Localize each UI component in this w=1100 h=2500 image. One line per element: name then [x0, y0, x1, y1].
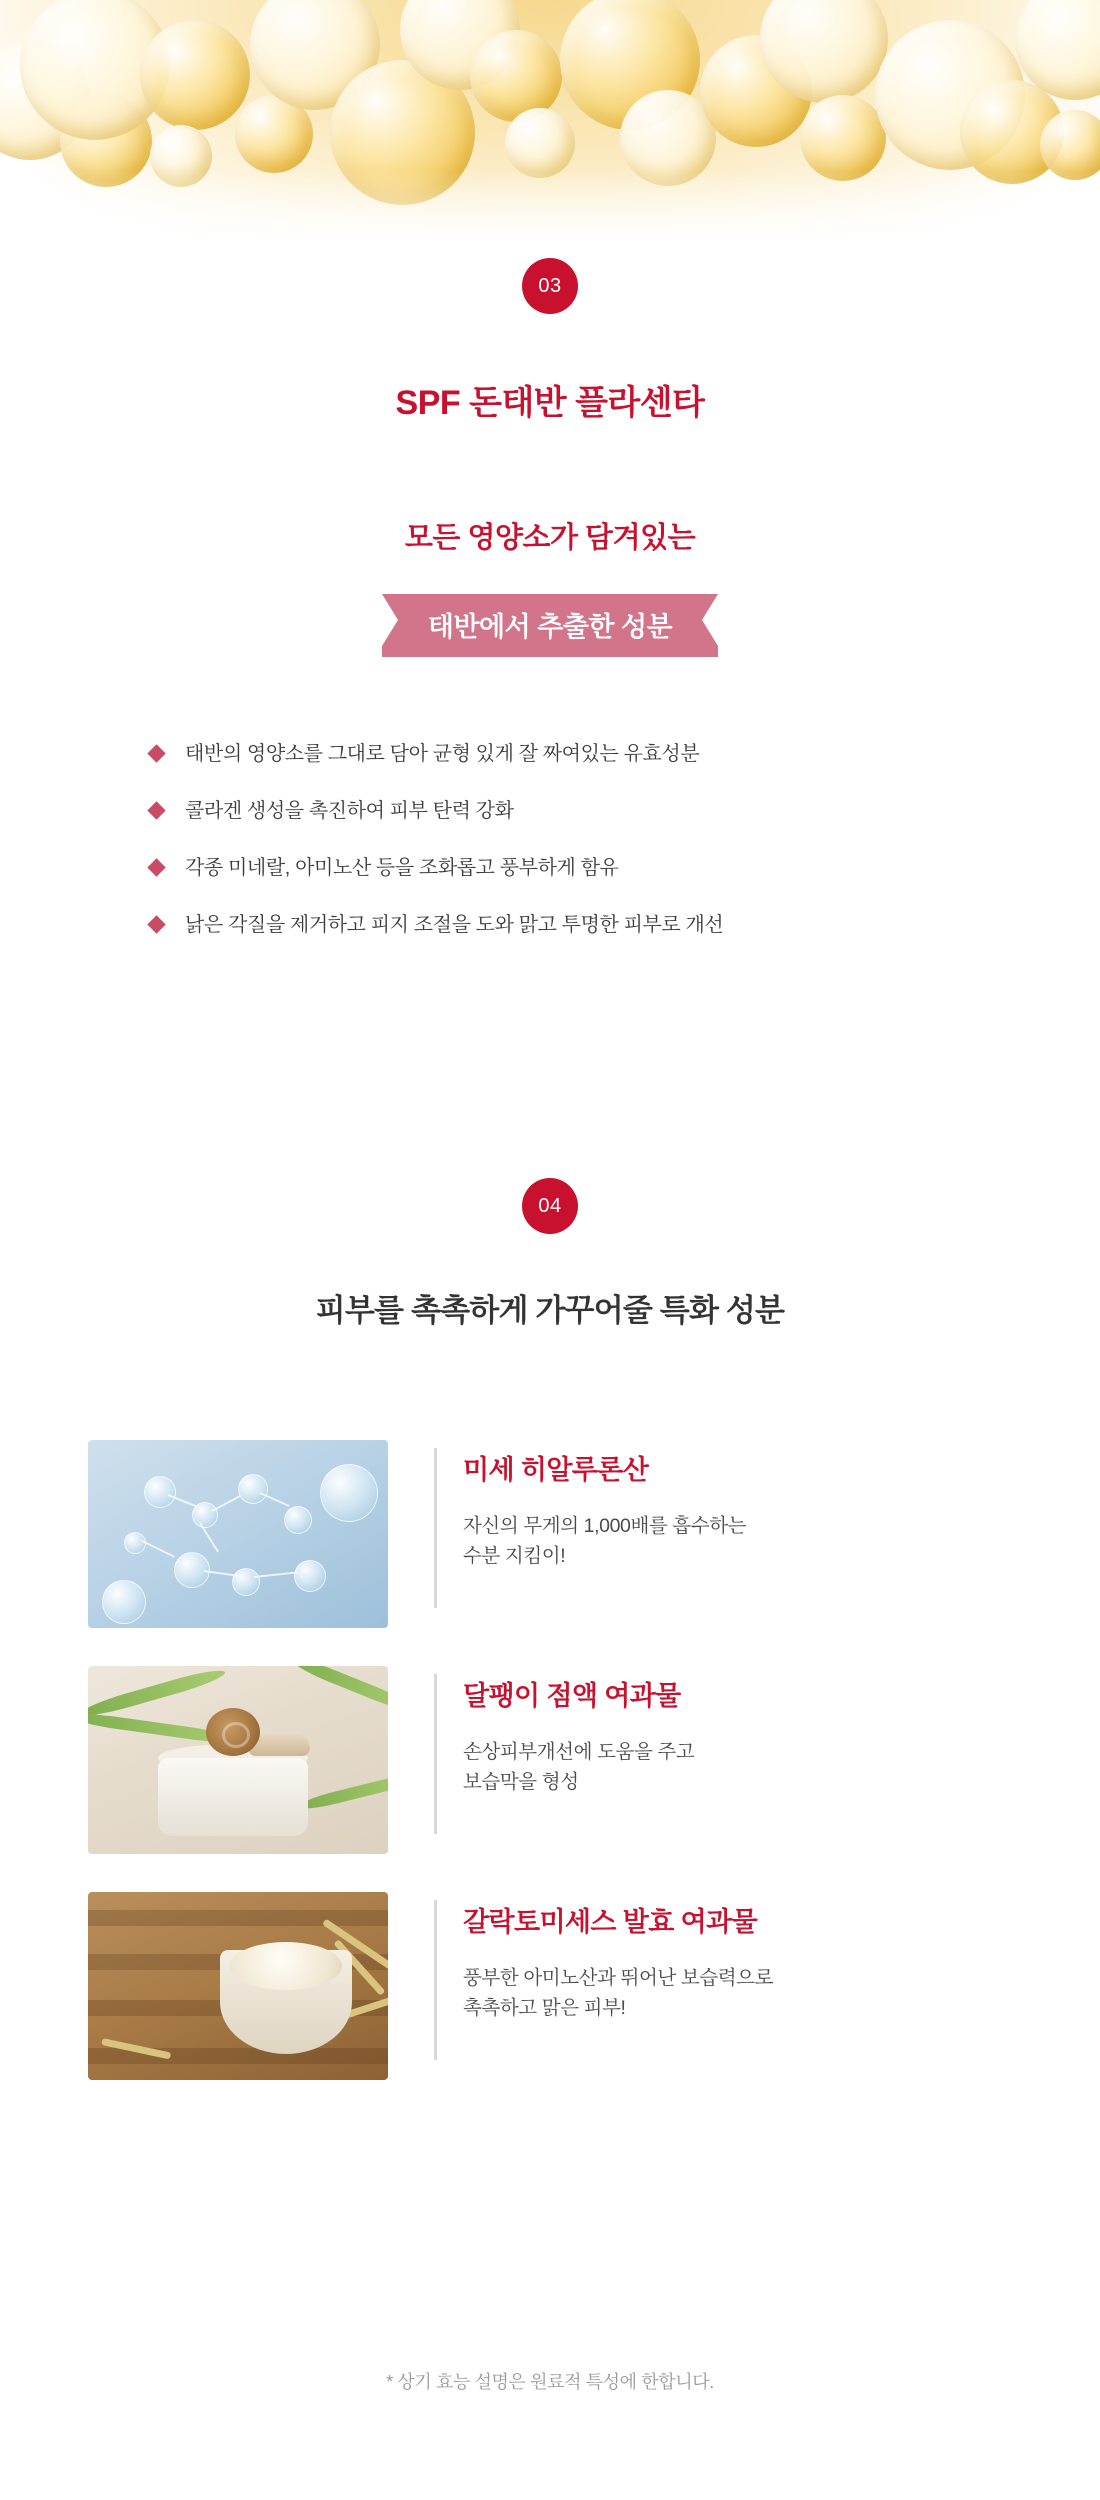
- hyaluronic-molecule-photo: [88, 1440, 388, 1628]
- ingredient-item-galactomyces: [88, 1892, 1018, 2080]
- ingredient-description-line: 자신의 무게의 1,000배를 흡수하는: [463, 1515, 747, 1537]
- ingredient-description-line: 수분 지킴이!: [463, 1545, 566, 1568]
- bubble-decor: [800, 95, 886, 181]
- section-03-title: SPF 돈태반 플라센타: [395, 384, 705, 422]
- ingredient-description: [463, 1737, 1018, 1797]
- ingredient-text-block: [434, 1448, 1018, 1608]
- ingredient-description: [463, 1511, 1018, 1571]
- section-badge-03: 03: [522, 258, 578, 314]
- banner-fade-overlay: [0, 170, 1100, 260]
- section-03-subtitle: 모든 영양소가 담겨있는: [404, 522, 696, 554]
- bubble-decor: [140, 20, 250, 130]
- snail-artwork: [88, 1666, 388, 1854]
- ingredient-name: 갈락토미세스 발효 여과물: [463, 1907, 758, 1937]
- list-item: [150, 911, 980, 939]
- list-item: [150, 740, 980, 768]
- list-item: [150, 854, 980, 882]
- diamond-bullet-icon: [147, 915, 165, 933]
- bubble-decor: [505, 108, 575, 178]
- snail-on-cream-jar-photo: [88, 1666, 388, 1854]
- section-03-bullet-list: [150, 740, 980, 968]
- bullet-text: 콜라겐 생성을 촉진하여 피부 탄력 강화: [185, 800, 514, 822]
- ingredient-description-line: 촉촉하고 맑은 피부!: [463, 1997, 626, 2020]
- ingredient-description-line: 보습막을 형성: [463, 1771, 579, 1794]
- diamond-bullet-icon: [147, 858, 165, 876]
- header-bubble-banner: [0, 0, 1100, 260]
- bullet-text: 태반의 영양소를 그대로 담아 균형 있게 잘 짜여있는 유효성분: [185, 743, 700, 765]
- galactomyces-powder-photo: [88, 1892, 388, 2080]
- section-03-ribbon-label: 태반에서 추출한 성분: [382, 594, 718, 657]
- bullet-text: 낡은 각질을 제거하고 피지 조절을 도와 맑고 투명한 피부로 개선: [185, 914, 724, 936]
- galactomyces-artwork: [88, 1892, 388, 2080]
- section-04-title: 피부를 촉촉하게 가꾸어줄 특화 성분: [315, 1293, 785, 1328]
- ingredient-description-line: 손상피부개선에 도움을 주고: [463, 1741, 695, 1763]
- ingredient-list: [88, 1440, 1018, 2118]
- ingredient-description-line: 풍부한 아미노산과 뛰어난 보습력으로: [463, 1967, 774, 1989]
- ingredient-name: 미세 히알루론산: [463, 1455, 649, 1485]
- ingredient-name: 달팽이 점액 여과물: [463, 1681, 681, 1711]
- section-03-ribbon-wrap: [0, 594, 1100, 657]
- diamond-bullet-icon: [147, 801, 165, 819]
- ingredient-text-block: [434, 1674, 1018, 1834]
- list-item: [150, 797, 980, 825]
- bullet-text: 각종 미네랄, 아미노산 등을 조화롭고 풍부하게 함유: [185, 857, 619, 879]
- ingredient-item-snail: [88, 1666, 1018, 1854]
- footnote-disclaimer: * 상기 효능 설명은 원료적 특성에 한합니다.: [386, 2372, 714, 2392]
- section-badge-04: 04: [522, 1178, 578, 1234]
- ingredient-description: [463, 1963, 1018, 2023]
- diamond-bullet-icon: [147, 744, 165, 762]
- ingredient-item-hyaluronic: [88, 1440, 1018, 1628]
- hyaluronic-artwork: [88, 1440, 388, 1628]
- ingredient-text-block: [434, 1900, 1018, 2060]
